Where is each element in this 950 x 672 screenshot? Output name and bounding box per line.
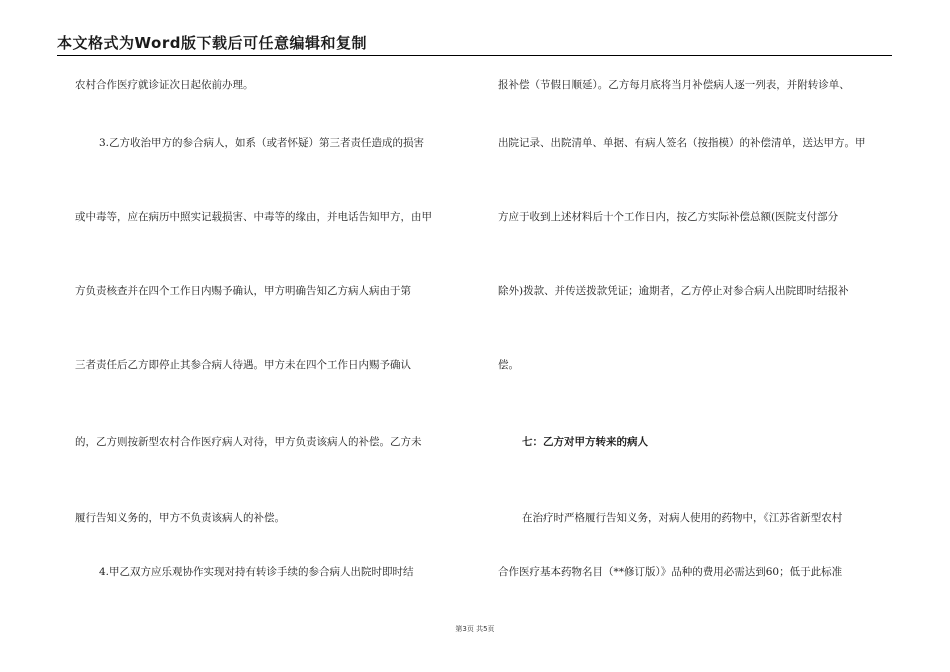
text-line: 或中毒等，应在病历中照实记载损害、中毒等的缘由，并电话告知甲方，由甲 bbox=[75, 211, 432, 223]
header-divider bbox=[57, 55, 892, 56]
text-line: 履行告知义务的，甲方不负责该病人的补偿。 bbox=[75, 512, 285, 524]
text-line: 合作医疗基本药物名目（**修订版）》品种的费用必需达到60；低于此标准 bbox=[498, 566, 843, 578]
text-line: 的，乙方则按新型农村合作医疗病人对待，甲方负责该病人的补偿。乙方未 bbox=[75, 436, 422, 448]
text-line: 七：乙方对甲方转来的病人 bbox=[522, 436, 648, 448]
text-line: 农村合作医疗就诊证次日起依前办理。 bbox=[75, 79, 254, 91]
text-line: 报补偿（节假日顺延）。乙方每月底将当月补偿病人逐一列表，并附转诊单、 bbox=[498, 79, 850, 91]
page-header-title: 本文格式为Word版下载后可任意编辑和复制 bbox=[57, 34, 367, 52]
text-line: 方应于收到上述材料后十个工作日内，按乙方实际补偿总额(医院支付部分 bbox=[498, 211, 839, 223]
text-line: 除外)拨款、并传送拨款凭证；逾期者，乙方停止对参合病人出院即时结报补 bbox=[498, 285, 849, 297]
text-line: 在治疗时严格履行告知义务，对病人使用的药物中，《江苏省新型农村 bbox=[522, 512, 843, 524]
text-line: 偿。 bbox=[498, 359, 519, 371]
text-line: 三者责任后乙方即停止其参合病人待遇。甲方未在四个工作日内赐予确认 bbox=[75, 359, 411, 371]
text-line: 4.甲乙双方应乐观协作实现对持有转诊手续的参合病人出院时即时结 bbox=[99, 566, 414, 578]
text-line: 3.乙方收治甲方的参合病人，如系（或者怀疑）第三者责任造成的损害 bbox=[99, 137, 425, 149]
page-footer: 第3页 共5页 bbox=[455, 625, 495, 633]
text-line: 方负责核查并在四个工作日内赐予确认，甲方明确告知乙方病人病由于第 bbox=[75, 285, 411, 297]
text-line: 出院记录、出院清单、单据、有病人签名（按指模）的补偿清单，送达甲方。甲 bbox=[498, 137, 866, 149]
